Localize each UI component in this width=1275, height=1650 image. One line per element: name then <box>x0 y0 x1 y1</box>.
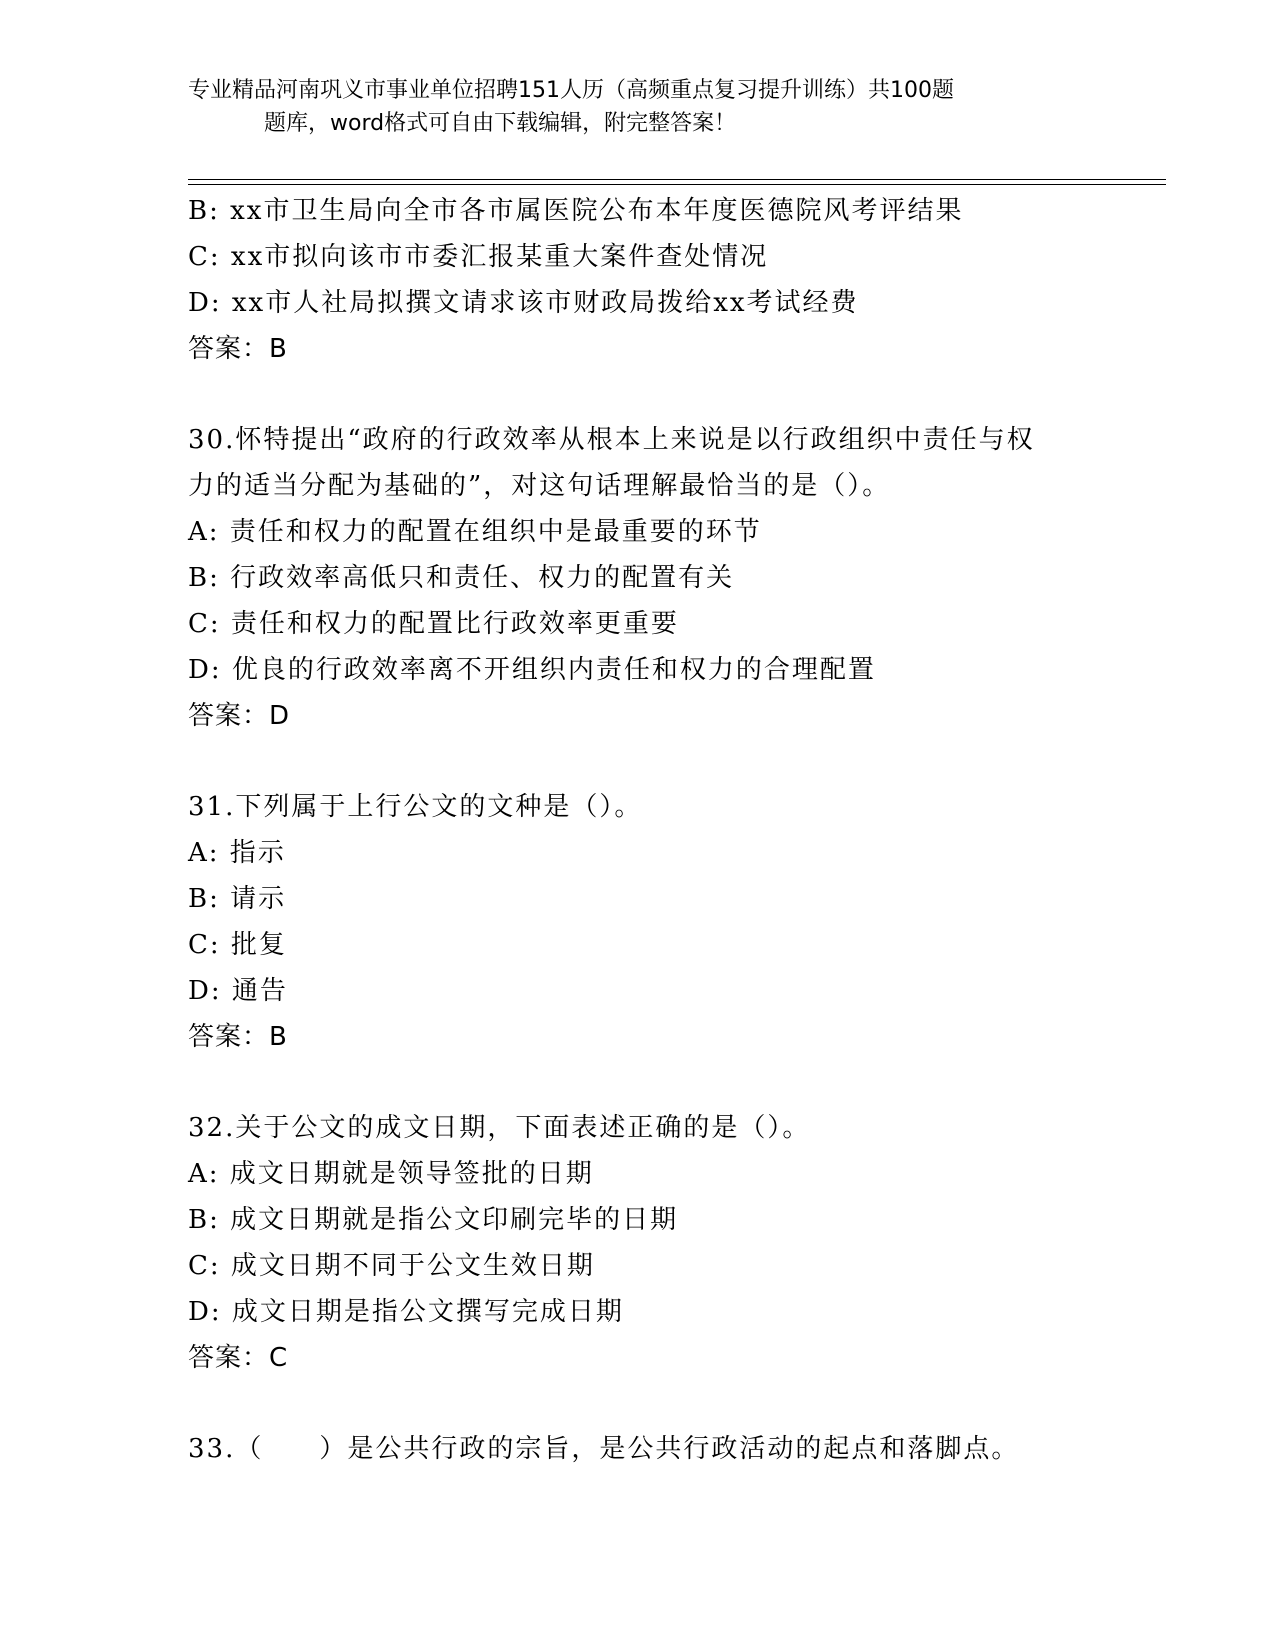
question-stem: 31.下列属于上行公文的文种是（）。 <box>188 792 643 822</box>
option-c: C: 批复 <box>188 930 287 960</box>
question-block-31 <box>188 784 1148 1060</box>
answer-line: 答案：B <box>188 1022 288 1052</box>
answer-line: 答案：D <box>188 701 291 731</box>
spacer <box>188 739 1148 784</box>
option-a: A: 成文日期就是领导签批的日期 <box>188 1159 594 1189</box>
question-block-32 <box>188 1105 1148 1381</box>
option-c: C: xx市拟向该市市委汇报某重大案件查处情况 <box>188 242 769 272</box>
option-b: B: 行政效率高低只和责任、权力的配置有关 <box>188 563 735 593</box>
question-content <box>188 188 1148 1472</box>
header-title-line-2: 题库，word格式可自由下载编辑，附完整答案！ <box>264 111 737 136</box>
question-stem: 33.（ ）是公共行政的宗旨，是公共行政活动的起点和落脚点。 <box>188 1434 1020 1464</box>
option-c: C: 责任和权力的配置比行政效率更重要 <box>188 609 679 639</box>
question-stem-line-1: 30.怀特提出“政府的行政效率从根本上来说是以行政组织中责任与权 <box>188 425 1035 455</box>
document-header <box>188 74 1088 140</box>
header-divider-bottom <box>188 184 1166 185</box>
option-a: A: 指示 <box>188 838 286 868</box>
question-stem-line-2: 力的适当分配为基础的”，对这句话理解最恰当的是（）。 <box>188 471 891 501</box>
option-b: B: xx市卫生局向全市各市属医院公布本年度医德院风考评结果 <box>188 196 964 226</box>
question-block-33 <box>188 1426 1148 1472</box>
header-divider-top <box>188 179 1166 180</box>
question-block-29 <box>188 188 1148 372</box>
header-title-line-1: 专业精品河南巩义市事业单位招聘151人历（高频重点复习提升训练）共100题 <box>188 78 954 103</box>
option-d: D: 优良的行政效率离不开组织内责任和权力的合理配置 <box>188 655 876 685</box>
question-block-30 <box>188 417 1148 739</box>
spacer <box>188 1381 1148 1426</box>
option-d: D: xx市人社局拟撰文请求该市财政局拨给xx考试经费 <box>188 288 859 318</box>
option-b: B: 请示 <box>188 884 287 914</box>
question-stem: 32.关于公文的成文日期，下面表述正确的是（）。 <box>188 1113 811 1143</box>
answer-line: 答案：B <box>188 334 288 364</box>
option-c: C: 成文日期不同于公文生效日期 <box>188 1251 595 1281</box>
option-d: D: 通告 <box>188 976 288 1006</box>
spacer <box>188 1060 1148 1105</box>
option-b: B: 成文日期就是指公文印刷完毕的日期 <box>188 1205 679 1235</box>
option-d: D: 成文日期是指公文撰写完成日期 <box>188 1297 624 1327</box>
answer-line: 答案：C <box>188 1343 289 1373</box>
option-a: A: 责任和权力的配置在组织中是最重要的环节 <box>188 517 762 547</box>
spacer <box>188 372 1148 417</box>
